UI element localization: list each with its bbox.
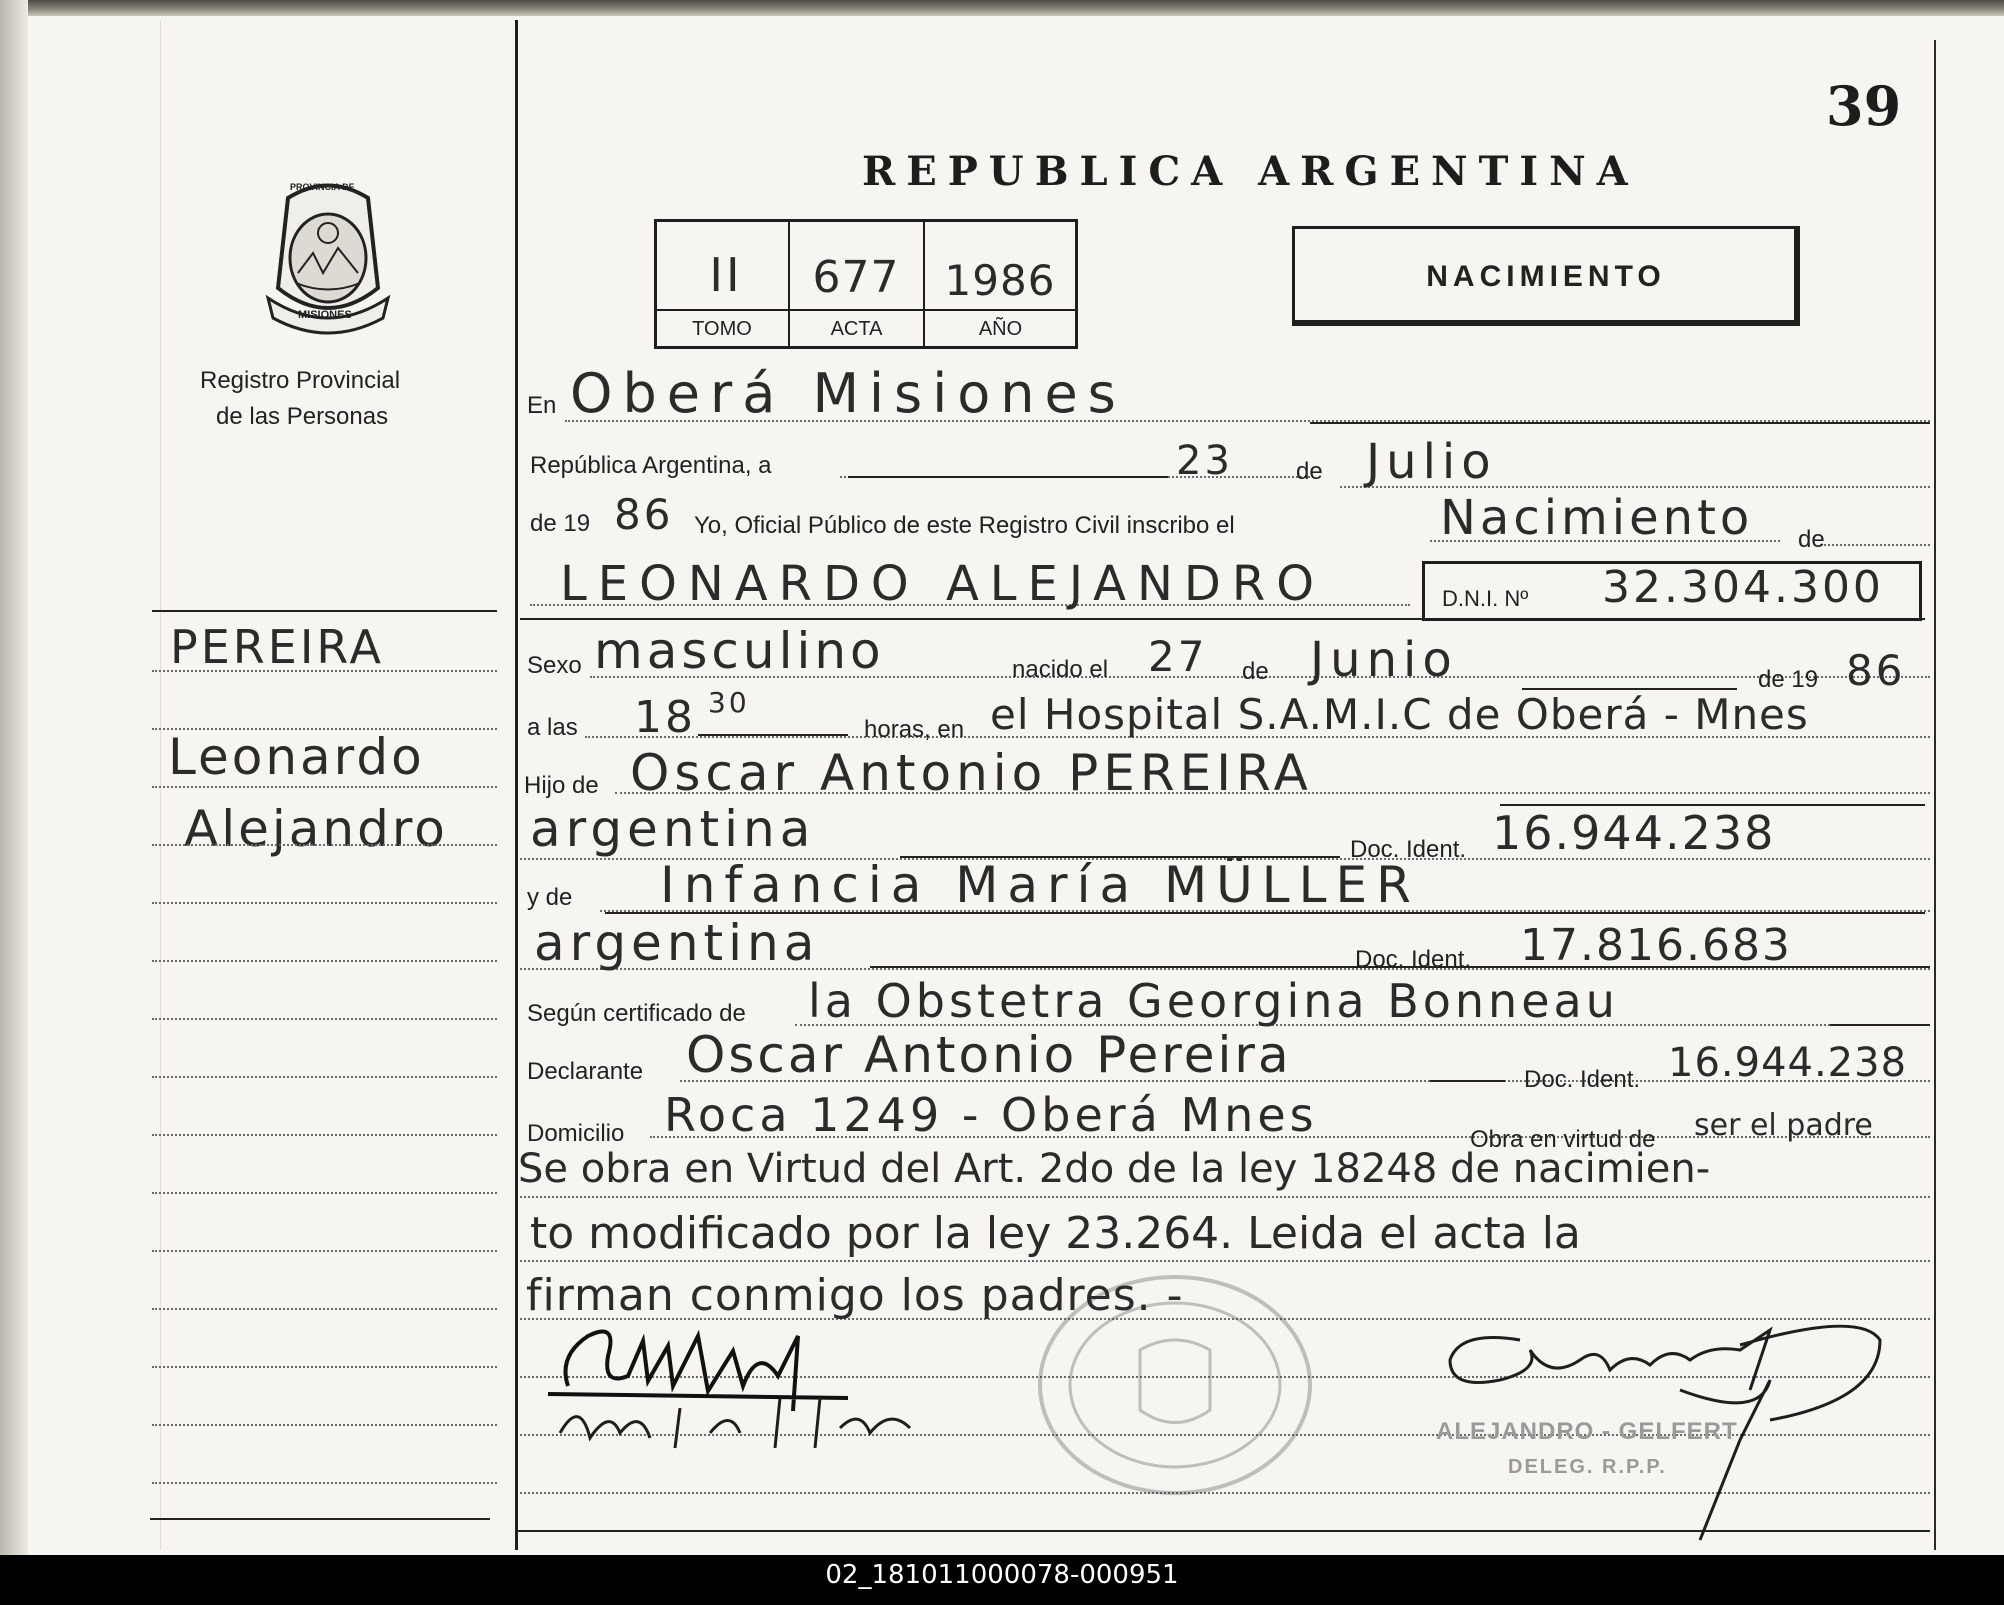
mother-doc: 17.816.683 — [1520, 920, 1792, 971]
y-de-label: y de — [527, 884, 573, 911]
doc-ident-label-2: Doc. Ident. — [1355, 946, 1472, 973]
file-id: 02_181011000078-000951 — [825, 1560, 1179, 1590]
sidebar-line — [152, 960, 497, 962]
address-value: Roca 1249 - Oberá Mnes — [664, 1088, 1318, 1142]
sidebar-line — [152, 786, 497, 788]
sidebar-line — [152, 1366, 497, 1368]
declarant-value: Oscar Antonio Pereira — [686, 1026, 1292, 1084]
father-nationality: argentina — [530, 800, 816, 858]
doc-ident-label-3: Doc. Ident. — [1524, 1066, 1641, 1093]
de-19-label: de 19 — [530, 510, 591, 537]
sidebar-line — [152, 1192, 497, 1194]
record-type: NACIMIENTO — [1426, 260, 1666, 293]
page-top-edge — [0, 0, 2004, 16]
note-line-3: firman conmigo los padres. - — [526, 1270, 1184, 1321]
doc-ident-label-1: Doc. Ident. — [1350, 836, 1467, 863]
month-value: Julio — [1366, 434, 1497, 490]
father-name: Oscar Antonio PEREIRA — [630, 744, 1313, 802]
hijo-de-label: Hijo de — [524, 772, 599, 799]
declarante-label: Declarante — [527, 1058, 644, 1085]
en-label: En — [527, 392, 557, 419]
sidebar-line — [152, 1424, 497, 1426]
note-line-1: Se obra en Virtud del Art. 2do de la ley 18248 de nacimien- — [518, 1146, 1711, 1192]
officer-stamp-line-2: DELEG. R.P.P. — [1508, 1456, 1667, 1478]
sex-value: masculino — [594, 622, 885, 680]
sidebar-line — [152, 1250, 497, 1252]
certifier-value: la Obstetra Georgina Bonneau — [808, 974, 1619, 1028]
birth-day-value: 27 — [1148, 632, 1208, 681]
de-19-label-2: de 19 — [1758, 666, 1819, 693]
segun-label: Según certificado de — [527, 1000, 746, 1027]
sidebar-line — [152, 728, 497, 730]
act-type-value: Nacimiento — [1440, 490, 1754, 546]
form-line — [1830, 1024, 1930, 1026]
birth-year-value: 86 — [1846, 646, 1906, 695]
form-line — [698, 734, 848, 736]
note-line-2: to modificado por la ley 23.264. Leida el acta la — [530, 1208, 1581, 1259]
child-name: LEONARDO ALEJANDRO — [560, 556, 1325, 612]
sidebar-surname: PEREIRA — [170, 620, 384, 674]
dni-value: 32.304.300 — [1602, 562, 1884, 613]
hour-value: 18 — [634, 692, 696, 743]
de-label-2: de — [1798, 526, 1825, 553]
birth-month-value: Junio — [1310, 632, 1458, 688]
office-line-1: Registro Provincial — [200, 367, 401, 394]
dni-label: D.N.I. Nº — [1442, 586, 1529, 611]
sidebar-line — [152, 902, 497, 904]
sidebar-given-name-2: Alejandro — [184, 800, 448, 858]
mother-name: Infancia María MÜLLER — [660, 856, 1420, 914]
document-title: REPUBLICA ARGENTINA — [862, 148, 1639, 195]
birth-place-value: el Hospital S.A.M.I.C de Oberá - Mnes — [990, 690, 1809, 739]
official-stamp-icon — [1030, 1270, 1320, 1500]
form-line — [1430, 1080, 1505, 1082]
year-value: 86 — [614, 490, 674, 539]
tomo-value: II — [709, 248, 743, 302]
horas-label: horas, en — [864, 716, 965, 743]
place-value: Oberá Misiones — [570, 362, 1126, 425]
inscription-text: Yo, Oficial Público de este Registro Civil inscribo el — [694, 512, 1235, 539]
sidebar-bottom-rule — [150, 1518, 490, 1520]
day-value: 23 — [1176, 438, 1233, 484]
domicilio-label: Domicilio — [527, 1120, 625, 1147]
sidebar-line — [152, 1018, 497, 1020]
sidebar-line — [152, 1482, 497, 1484]
form-line — [848, 476, 1168, 478]
minutes-value: 30 — [708, 686, 750, 719]
sidebar-line — [152, 844, 497, 846]
sidebar-line — [152, 670, 497, 672]
form-line — [520, 1196, 1930, 1198]
form-line — [1820, 544, 1930, 546]
obra-label: Obra en virtud de — [1470, 1126, 1656, 1153]
form-line — [520, 1260, 1930, 1262]
left-margin-line — [160, 20, 161, 1550]
republica-label: República Argentina, a — [530, 452, 772, 479]
declarant-doc: 16.944.238 — [1668, 1040, 1908, 1086]
acta-label: ACTA — [830, 318, 883, 340]
tomo-label: TOMO — [692, 318, 752, 340]
father-doc: 16.944.238 — [1492, 806, 1776, 860]
officer-stamp-line-1: ALEJANDRO - GELFERT — [1436, 1418, 1738, 1445]
sidebar-top-rule — [152, 610, 497, 612]
page-left-edge — [0, 0, 28, 1555]
form-line — [1310, 422, 1930, 424]
de-label-3: de — [1242, 658, 1269, 685]
sexo-label: Sexo — [527, 652, 582, 679]
sidebar-line — [152, 1308, 497, 1310]
a-las-label: a las — [527, 714, 578, 741]
sidebar-line — [152, 1076, 497, 1078]
mother-nationality: argentina — [534, 914, 820, 972]
de-label: de — [1296, 458, 1323, 485]
column-divider — [515, 20, 518, 1550]
sidebar-line — [152, 1134, 497, 1136]
registry-label-rule — [656, 309, 1076, 311]
right-border-line — [1934, 40, 1936, 1550]
seal-top-text: PROVINCIA DE — [290, 182, 355, 192]
seal-bottom-text: MISIONES — [298, 309, 352, 321]
page-number: 39 — [1826, 74, 1902, 138]
anio-label: AÑO — [978, 318, 1023, 340]
acta-value: 677 — [812, 252, 900, 303]
obra-value: ser el padre — [1694, 1108, 1873, 1143]
office-line-2: de las Personas — [216, 403, 389, 430]
sidebar-given-name-1: Leonardo — [168, 728, 425, 786]
anio-value: 1986 — [944, 256, 1056, 305]
nacido-label: nacido el — [1012, 656, 1109, 683]
